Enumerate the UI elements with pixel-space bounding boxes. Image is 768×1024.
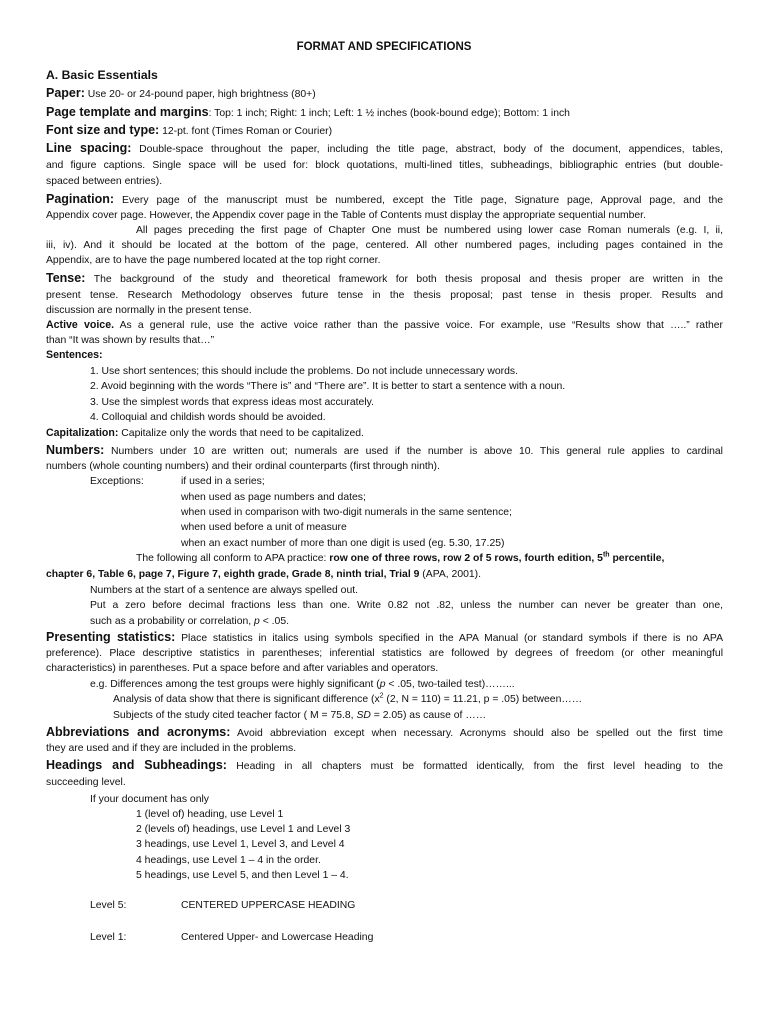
entry-label: Paper: xyxy=(46,86,85,100)
entry-text: 12-pt. font (Times Roman or Courier) xyxy=(162,126,333,137)
entry-text: Heading in all chapters must be formatted identically, from the first level heading to the xyxy=(236,761,723,772)
list-item: 3. Use the simplest words that express ideas most accurately. xyxy=(90,397,374,408)
apa-citation: (APA, 2001). xyxy=(422,569,482,580)
list-item: when used as page numbers and dates; xyxy=(181,492,366,503)
tense-line-1 xyxy=(46,271,723,287)
stats-line-2: preference). Place descriptive statistics in parentheses; inferential statistics are followed by degrees of freedom (or other meaningful xyxy=(46,648,723,659)
entry-text: As a general rule, use the active voice rather than the passive voice. For example, use “Results show that …..” rather xyxy=(119,320,723,331)
list-item: 3 headings, use Level 1, Level 3, and Level 4 xyxy=(136,839,345,850)
capitalization-entry xyxy=(46,426,723,441)
level-name: Level 1: xyxy=(90,932,127,943)
apa-intro: The following all conform to APA practice: xyxy=(136,553,327,564)
entry-text: Avoid abbreviation except when necessary. Acronyms should also be spelled out the first time xyxy=(237,728,723,739)
headings-line-2: succeeding level. xyxy=(46,777,126,788)
ordinal-suffix: th xyxy=(602,551,610,559)
example-text: e.g. Differences among the test groups were highly significant ( xyxy=(90,679,380,690)
example-text: (2, N = 110) = 11.21, p = .05) between…… xyxy=(383,694,583,705)
apa-examples: row one of three rows, row 2 of 5 rows, fourth edition, 5 xyxy=(329,553,603,564)
list-item: 4. Colloquial and childish words should be avoided. xyxy=(90,412,326,423)
apa-examples: percentile, xyxy=(612,553,665,564)
level-example: Centered Upper- and Lowercase Heading xyxy=(181,932,374,943)
stats-example-1 xyxy=(90,677,720,692)
entry-label: Page template and margins xyxy=(46,105,209,119)
entry-label: Capitalization: xyxy=(46,427,119,439)
p-symbol: p xyxy=(379,679,386,690)
entry-label: Presenting statistics: xyxy=(46,630,176,644)
example-text: Subjects of the study cited teacher factor ( M = 75.8, xyxy=(113,710,354,721)
list-item: 4 headings, use Level 1 – 4 in the order. xyxy=(136,855,321,866)
sentences-label: Sentences: xyxy=(46,349,103,361)
entry-label: Line spacing: xyxy=(46,141,132,155)
stats-line-1 xyxy=(46,630,723,646)
zero-rule-line-1: Put a zero before decimal fractions less than one. Write 0.82 not .82, unless the number can never be greater than one, xyxy=(90,600,723,611)
abbrev-line-2: they are used and if they are included in the problems. xyxy=(46,743,297,754)
tense-line-2: present tense. Research Methodology observes future tense in the thesis proposal; past tense in thesis proper. Results and xyxy=(46,290,723,301)
entry-text: Place statistics in italics using symbols specified in the APA Manual (or standard symbols if there is no APA xyxy=(181,633,724,644)
spacing-line-3: spaced between entries). xyxy=(46,176,163,187)
list-item: when an exact number of more than one digit is used (eg. 5.30, 17.25) xyxy=(181,538,505,549)
apa-line-1 xyxy=(136,551,723,566)
entry-text: Every page of the manuscript must be numbered, except the Title page, Signature page, Approval page, and the xyxy=(122,195,723,206)
level-name: Level 5: xyxy=(90,900,127,911)
example-text: Analysis of data show that there is significant difference (x xyxy=(113,694,380,705)
numbers-start-rule: Numbers at the start of a sentence are always spelled out. xyxy=(90,585,358,596)
stats-example-3 xyxy=(113,708,720,723)
numbers-line-2: numbers (whole counting numbers) and their ordinal counterparts (first through ninth). xyxy=(46,461,440,472)
pagination-line-4: iii, iv). And it should be located at the bottom of the page, centered. All other numbered pages, including pages contained in the xyxy=(46,240,723,251)
spacing-line-1 xyxy=(46,141,723,157)
active-voice-line-1 xyxy=(46,318,723,333)
list-item: when used before a unit of measure xyxy=(181,522,347,533)
list-item: 1. Use short sentences; this should include the problems. Do not include unnecessary words. xyxy=(90,366,518,377)
entry-text: Use 20- or 24-pound paper, high brightness (80+) xyxy=(87,89,316,100)
level-example: CENTERED UPPERCASE HEADING xyxy=(181,900,356,911)
numbers-line-1 xyxy=(46,443,723,459)
paper-entry xyxy=(46,86,723,102)
entry-text: The background of the study and theoretical framework for both thesis proposal and thesis proper are written in the xyxy=(93,274,723,285)
list-item: if used in a series; xyxy=(181,476,265,487)
stats-example-2 xyxy=(113,692,720,707)
font-entry xyxy=(46,123,723,139)
entry-text: Numbers under 10 are written out; numerals are used if the number is above 10. This general rule applies to cardinal xyxy=(111,446,723,457)
headings-intro: If your document has only xyxy=(90,794,209,805)
entry-label: Pagination: xyxy=(46,192,115,206)
list-item: when used in comparison with two-digit numerals in the same sentence; xyxy=(181,507,512,518)
entry-text: : Top: 1 inch; Right: 1 inch; Left: 1 ½ inches (book-bound edge); Bottom: 1 inch xyxy=(208,108,570,119)
zero-rule-line-2 xyxy=(90,614,720,629)
stats-line-3: characteristics) in parentheses. Put a space before and after variables and operators. xyxy=(46,663,439,674)
example-text: < .05, two-tailed test)……... xyxy=(388,679,515,690)
pagination-line-3: All pages preceding the first page of Chapter One must be numbered using lower case Roman numerals (e.g. I, ii, xyxy=(136,225,723,236)
list-item: 2 (levels of) headings, use Level 1 and Level 3 xyxy=(136,824,351,835)
zero-rule-text: such as a probability or correlation, xyxy=(90,616,252,627)
entry-label: Tense: xyxy=(46,271,86,285)
tense-line-3: discussion are normally in the present tense. xyxy=(46,305,252,316)
list-item: 2. Avoid beginning with the words “There is” and “There are”. It is better to start a sentence with a noun. xyxy=(90,381,566,392)
entry-label: Active voice. xyxy=(46,319,115,331)
entry-label: Font size and type: xyxy=(46,123,160,137)
active-voice-line-2: than “It was shown by results that…” xyxy=(46,335,215,346)
entry-text: Capitalize only the words that need to be capitalized. xyxy=(121,428,364,439)
exceptions-label: Exceptions: xyxy=(90,476,144,487)
page-title: FORMAT AND SPECIFICATIONS xyxy=(296,41,472,53)
abbrev-line-1 xyxy=(46,725,723,741)
list-item: 1 (level of) heading, use Level 1 xyxy=(136,809,284,820)
p-symbol: p xyxy=(254,616,260,627)
apa-examples: chapter 6, Table 6, page 7, Figure 7, eighth grade, Grade 8, ninth trial, Trial 9 xyxy=(46,569,420,580)
list-item: 5 headings, use Level 5, and then Level 1 – 4. xyxy=(136,870,349,881)
apa-line-2 xyxy=(46,567,723,582)
sd-symbol: SD xyxy=(356,710,371,721)
entry-label: Numbers: xyxy=(46,443,105,457)
spacing-line-2: and figure captions. Single space will be used for: block quotations, multi-lined titles, subheadings, bibliographic entries (but double- xyxy=(46,160,723,171)
section-heading: A. Basic Essentials xyxy=(46,68,158,82)
pagination-line-1 xyxy=(46,192,723,208)
entry-label: Abbreviations and acronyms: xyxy=(46,725,231,739)
superscript: 2 xyxy=(379,692,384,700)
headings-line-1 xyxy=(46,758,723,774)
zero-rule-end: < .05. xyxy=(262,616,289,627)
entry-label: Headings and Subheadings: xyxy=(46,758,227,772)
entry-text: Double-space throughout the paper, including the title page, abstract, body of the document, appendices, tables, xyxy=(139,144,723,155)
example-text: = 2.05) as cause of …… xyxy=(373,710,487,721)
pagination-line-2: Appendix cover page. However, the Appendix cover page in the Table of Contents must display the appropriate sequential number. xyxy=(46,210,646,221)
pagination-line-5: Appendix, are to have the page numbered located at the top right corner. xyxy=(46,255,381,266)
margins-entry xyxy=(46,105,723,121)
